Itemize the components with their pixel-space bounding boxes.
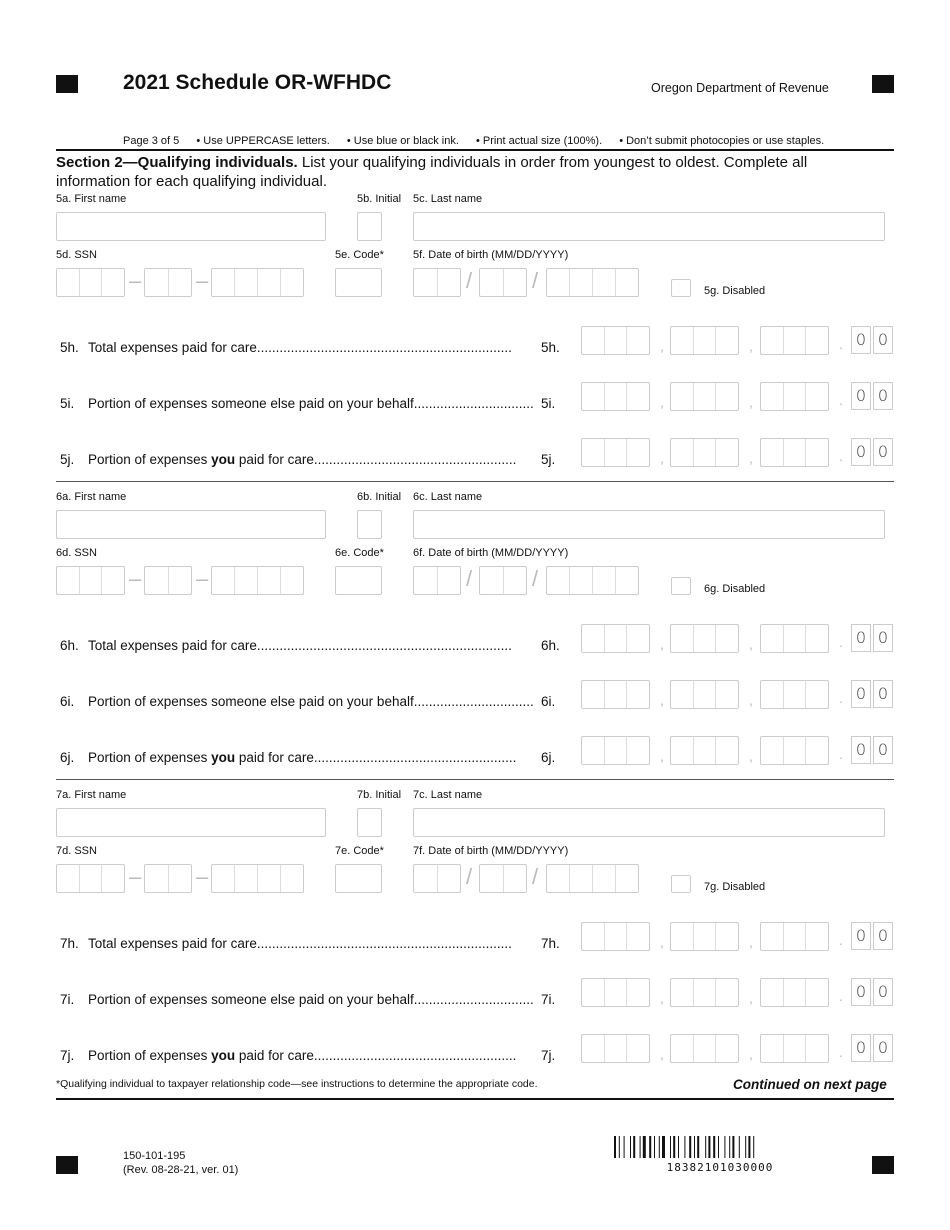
line-text: Portion of expenses someone else paid on your behalf: [88, 396, 414, 411]
code-label: 7e. Code*: [335, 845, 384, 857]
disabled-checkbox[interactable]: [671, 577, 691, 595]
amount-hundreds-field[interactable]: [760, 680, 829, 709]
cents-tens: 0: [851, 680, 871, 708]
date-of-birth-label: 6f. Date of birth (MM/DD/YYYY): [413, 547, 569, 559]
leader-dots: ................................: [413, 694, 534, 709]
line-text: Total expenses paid for care: [88, 340, 257, 355]
line-description: [88, 340, 512, 355]
individual-divider: [56, 481, 894, 482]
last-name-field[interactable]: [413, 808, 885, 837]
amount-thousands-field[interactable]: [670, 680, 739, 709]
line-description: [88, 750, 516, 765]
leader-dots: ....................................................................: [256, 340, 512, 355]
disabled-label: 5g. Disabled: [704, 285, 766, 297]
line-reference: 6j.: [541, 750, 556, 765]
code-field[interactable]: [335, 864, 382, 893]
thousands-separator: ,: [749, 990, 753, 1006]
amount-hundreds-field[interactable]: [760, 624, 829, 653]
line-reference: 6i.: [541, 694, 556, 709]
line-reference: 7j.: [541, 1048, 556, 1063]
decimal-point: .: [839, 988, 843, 1004]
first-name-field[interactable]: [56, 212, 326, 241]
line-number: 6i.: [60, 694, 75, 709]
cents-ones: 0: [873, 736, 893, 764]
ssn-label: 7d. SSN: [56, 845, 97, 857]
thousands-separator: ,: [749, 394, 753, 410]
first-name-field[interactable]: [56, 510, 326, 539]
line-description: [88, 638, 512, 653]
thousands-separator: ,: [749, 636, 753, 652]
amount-millions-field[interactable]: [581, 680, 650, 709]
ssn-part-2-field[interactable]: [144, 864, 192, 893]
decimal-point: .: [839, 392, 843, 408]
line-description: [88, 992, 534, 1007]
thousands-separator: ,: [660, 1046, 664, 1062]
amount-hundreds-field[interactable]: [760, 922, 829, 951]
page-indicator: Page 3 of 5: [123, 135, 180, 147]
disabled-label: 6g. Disabled: [704, 583, 766, 595]
initial-field[interactable]: [357, 808, 382, 837]
line-number: 7i.: [60, 992, 75, 1007]
line-number: 5i.: [60, 396, 75, 411]
disabled-label: 7g. Disabled: [704, 881, 766, 893]
line-reference: 7h.: [541, 936, 560, 951]
thousands-separator: ,: [749, 338, 753, 354]
ssn-part-1-field[interactable]: [56, 864, 125, 893]
line-text-end: paid for care: [235, 1048, 314, 1063]
dob-month-field[interactable]: [413, 566, 461, 595]
amount-thousands-field[interactable]: [670, 978, 739, 1007]
line-text: Portion of expenses someone else paid on your behalf: [88, 992, 414, 1007]
leader-dots: ................................: [413, 396, 534, 411]
dob-day-field[interactable]: [479, 566, 527, 595]
first-name-field[interactable]: [56, 808, 326, 837]
line-number: 7h.: [60, 936, 79, 951]
thousands-separator: ,: [749, 1046, 753, 1062]
amount-thousands-field[interactable]: [670, 438, 739, 467]
header-rule: [56, 149, 894, 151]
continued-note: Continued on next page: [733, 1077, 887, 1092]
leader-dots: ......................................................: [313, 750, 517, 765]
line-description: [88, 396, 534, 411]
amount-hundreds-field[interactable]: [760, 438, 829, 467]
dob-year-field[interactable]: [546, 268, 639, 297]
thousands-separator: ,: [660, 990, 664, 1006]
line-reference: 6h.: [541, 638, 560, 653]
amount-thousands-field[interactable]: [670, 922, 739, 951]
amount-hundreds-field[interactable]: [760, 1034, 829, 1063]
dob-month-field[interactable]: [413, 268, 461, 297]
ssn-part-1-field[interactable]: [56, 566, 125, 595]
dob-year-field[interactable]: [546, 566, 639, 595]
cents-ones: 0: [873, 680, 893, 708]
dob-slash: /: [532, 268, 539, 293]
last-name-label: 7c. Last name: [413, 789, 483, 801]
line-number: 7j.: [60, 1048, 75, 1063]
dob-slash: /: [532, 864, 539, 889]
thousands-separator: ,: [660, 934, 664, 950]
department-name: Oregon Department of Revenue: [651, 81, 829, 95]
last-name-field[interactable]: [413, 212, 885, 241]
decimal-point: .: [839, 932, 843, 948]
thousands-separator: ,: [660, 338, 664, 354]
thousands-separator: ,: [749, 934, 753, 950]
initial-label: 6b. Initial: [357, 491, 402, 503]
decimal-point: .: [839, 1044, 843, 1060]
cents-ones: 0: [873, 922, 893, 950]
registration-mark-bottom-left: [56, 1156, 78, 1174]
leader-dots: ......................................................: [313, 452, 517, 467]
line-number: 5j.: [60, 452, 75, 467]
code-field[interactable]: [335, 268, 382, 297]
ssn-part-3-field[interactable]: [211, 566, 304, 595]
cents-tens: 0: [851, 382, 871, 410]
barcode: [614, 1136, 826, 1158]
last-name-label: 5c. Last name: [413, 193, 483, 205]
dob-slash: /: [466, 566, 473, 591]
individual-divider: [56, 779, 894, 780]
initial-field[interactable]: [357, 510, 382, 539]
cents-tens: 0: [851, 1034, 871, 1062]
form-title: 2021 Schedule OR-WFHDC: [123, 71, 392, 94]
disabled-checkbox[interactable]: [671, 875, 691, 893]
instruction-1: • Use UPPERCASE letters.: [196, 135, 330, 147]
cents-ones: 0: [873, 382, 893, 410]
last-name-field[interactable]: [413, 510, 885, 539]
registration-mark-top-right: [872, 75, 894, 93]
last-name-label: 6c. Last name: [413, 491, 483, 503]
line-description: [88, 452, 516, 467]
amount-millions-field[interactable]: [581, 922, 650, 951]
cents-tens: 0: [851, 736, 871, 764]
leader-dots: ................................: [413, 992, 534, 1007]
first-name-label: 7a. First name: [56, 789, 127, 801]
thousands-separator: ,: [749, 748, 753, 764]
ssn-dash: –: [196, 864, 209, 889]
decimal-point: .: [839, 746, 843, 762]
code-label: 6e. Code*: [335, 547, 384, 559]
amount-millions-field[interactable]: [581, 438, 650, 467]
amount-hundreds-field[interactable]: [760, 978, 829, 1007]
dob-slash: /: [466, 268, 473, 293]
cents-tens: 0: [851, 438, 871, 466]
dob-year-field[interactable]: [546, 864, 639, 893]
line-number: 6j.: [60, 750, 75, 765]
amount-hundreds-field[interactable]: [760, 736, 829, 765]
line-text-emphasis: you: [211, 1048, 236, 1063]
line-number: 5h.: [60, 340, 79, 355]
footnote: *Qualifying individual to taxpayer relationship code—see instructions to determine the appropriate code.: [56, 1078, 538, 1090]
initial-label: 5b. Initial: [357, 193, 402, 205]
dob-day-field[interactable]: [479, 268, 527, 297]
dob-month-field[interactable]: [413, 864, 461, 893]
first-name-label: 6a. First name: [56, 491, 127, 503]
thousands-separator: ,: [660, 394, 664, 410]
registration-mark-bottom-right: [872, 1156, 894, 1174]
amount-thousands-field[interactable]: [670, 382, 739, 411]
thousands-separator: ,: [749, 450, 753, 466]
first-name-label: 5a. First name: [56, 193, 127, 205]
dob-slash: /: [532, 566, 539, 591]
initial-label: 7b. Initial: [357, 789, 402, 801]
cents-ones: 0: [873, 438, 893, 466]
decimal-point: .: [839, 690, 843, 706]
form-number: 150-101-195: [123, 1150, 186, 1162]
ssn-dash: –: [196, 268, 209, 293]
ssn-dash: –: [196, 566, 209, 591]
line-text: Portion of expenses: [88, 1048, 212, 1063]
leader-dots: ....................................................................: [256, 936, 512, 951]
amount-millions-field[interactable]: [581, 736, 650, 765]
line-description: [88, 694, 534, 709]
line-text: Total expenses paid for care: [88, 936, 257, 951]
ssn-dash: –: [129, 566, 142, 591]
amount-millions-field[interactable]: [581, 1034, 650, 1063]
cents-ones: 0: [873, 624, 893, 652]
decimal-point: .: [839, 336, 843, 352]
ssn-label: 6d. SSN: [56, 547, 97, 559]
line-description: [88, 936, 512, 951]
decimal-point: .: [839, 448, 843, 464]
cents-tens: 0: [851, 326, 871, 354]
line-text: Portion of expenses someone else paid on your behalf: [88, 694, 414, 709]
cents-ones: 0: [873, 1034, 893, 1062]
dob-day-field[interactable]: [479, 864, 527, 893]
cents-ones: 0: [873, 326, 893, 354]
form-number-block: [123, 1149, 238, 1177]
instructions-line: [123, 135, 838, 147]
section-heading-bold: Section 2—Qualifying individuals.: [56, 154, 298, 171]
instruction-4: • Don’t submit photocopies or use staples.: [619, 135, 825, 147]
decimal-point: .: [839, 634, 843, 650]
amount-millions-field[interactable]: [581, 624, 650, 653]
line-number: 6h.: [60, 638, 79, 653]
date-of-birth-label: 7f. Date of birth (MM/DD/YYYY): [413, 845, 569, 857]
ssn-part-1-field[interactable]: [56, 268, 125, 297]
thousands-separator: ,: [660, 636, 664, 652]
line-text: Portion of expenses: [88, 452, 212, 467]
line-text-emphasis: you: [211, 750, 236, 765]
thousands-separator: ,: [660, 450, 664, 466]
ssn-label: 5d. SSN: [56, 249, 97, 261]
amount-millions-field[interactable]: [581, 326, 650, 355]
leader-dots: ....................................................................: [256, 638, 512, 653]
disabled-checkbox[interactable]: [671, 279, 691, 297]
thousands-separator: ,: [660, 748, 664, 764]
barcode-number: 18382101030000: [666, 1161, 774, 1174]
leader-dots: ......................................................: [313, 1048, 517, 1063]
line-text: Total expenses paid for care: [88, 638, 257, 653]
amount-thousands-field[interactable]: [670, 326, 739, 355]
initial-field[interactable]: [357, 212, 382, 241]
amount-thousands-field[interactable]: [670, 736, 739, 765]
amount-thousands-field[interactable]: [670, 624, 739, 653]
ssn-part-3-field[interactable]: [211, 864, 304, 893]
amount-millions-field[interactable]: [581, 382, 650, 411]
line-text-end: paid for care: [235, 452, 314, 467]
line-text: Portion of expenses: [88, 750, 212, 765]
cents-ones: 0: [873, 978, 893, 1006]
line-reference: 5i.: [541, 396, 556, 411]
registration-mark-top-left: [56, 75, 78, 93]
ssn-dash: –: [129, 268, 142, 293]
amount-thousands-field[interactable]: [670, 1034, 739, 1063]
dob-slash: /: [466, 864, 473, 889]
thousands-separator: ,: [660, 692, 664, 708]
line-reference: 5h.: [541, 340, 560, 355]
code-label: 5e. Code*: [335, 249, 384, 261]
amount-hundreds-field[interactable]: [760, 382, 829, 411]
line-reference: 7i.: [541, 992, 556, 1007]
ssn-part-2-field[interactable]: [144, 566, 192, 595]
date-of-birth-label: 5f. Date of birth (MM/DD/YYYY): [413, 249, 569, 261]
line-description: [88, 1048, 516, 1063]
footer-rule: [56, 1098, 894, 1100]
form-revision: (Rev. 08-28-21, ver. 01): [123, 1164, 239, 1176]
amount-millions-field[interactable]: [581, 978, 650, 1007]
cents-tens: 0: [851, 922, 871, 950]
cents-tens: 0: [851, 978, 871, 1006]
instruction-3: • Print actual size (100%).: [476, 135, 603, 147]
cents-tens: 0: [851, 624, 871, 652]
ssn-dash: –: [129, 864, 142, 889]
section-heading: [56, 153, 876, 191]
line-reference: 5j.: [541, 452, 556, 467]
instruction-2: • Use blue or black ink.: [346, 135, 459, 147]
section-heading-text: List your qualifying individuals in order from youngest to oldest. Complete all information for each qualifying individual.: [56, 154, 808, 190]
ssn-part-2-field[interactable]: [144, 268, 192, 297]
line-text-end: paid for care: [235, 750, 314, 765]
line-text-emphasis: you: [211, 452, 236, 467]
thousands-separator: ,: [749, 692, 753, 708]
amount-hundreds-field[interactable]: [760, 326, 829, 355]
code-field[interactable]: [335, 566, 382, 595]
ssn-part-3-field[interactable]: [211, 268, 304, 297]
